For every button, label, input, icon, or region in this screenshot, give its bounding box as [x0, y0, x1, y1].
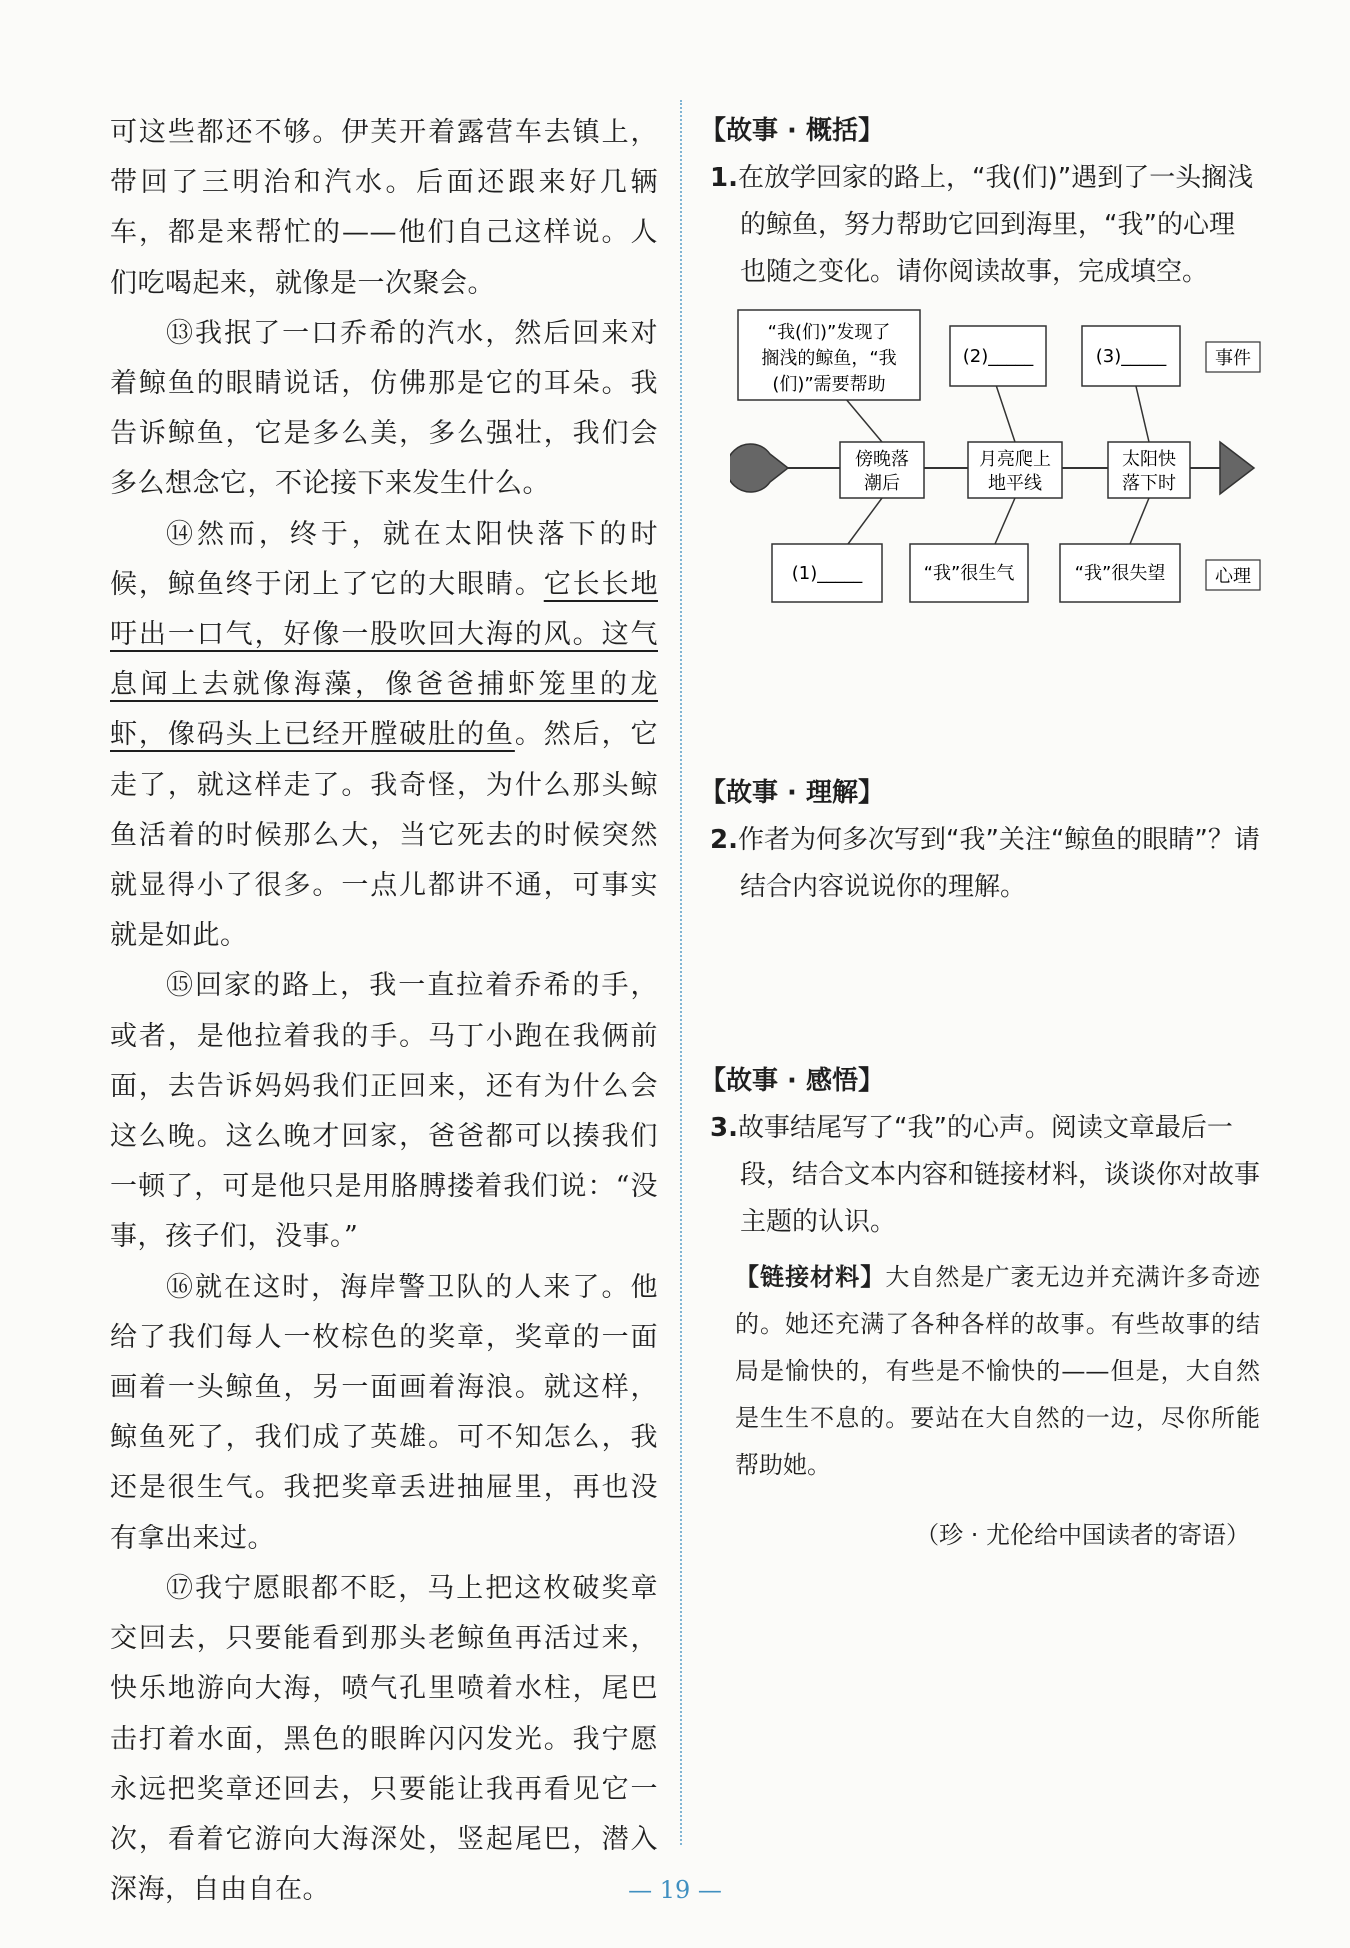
bone-upper-2: [995, 382, 1015, 442]
paragraph-14: [110, 510, 658, 962]
label-mind-text: 心理: [1215, 566, 1251, 587]
blank-3: (3)_____: [1095, 346, 1167, 367]
time-node-3-line2: 落下时: [1122, 473, 1176, 494]
time-node-3: [1108, 442, 1190, 498]
label-events: [1206, 342, 1260, 372]
paragraph-13: ⑬我抿了一口乔希的汽水，然后回来对着鲸鱼的眼睛说话，仿佛那是它的耳朵。我告诉鲸鱼，它是多么美，多么强壮，我们会多么想念它，不论接下来发生什么。: [110, 317, 658, 500]
time-node-3-line1: 太阳快: [1122, 449, 1176, 470]
linked-material: [735, 1254, 1260, 1489]
bone-lower-2: [995, 498, 1015, 544]
mind-box-3: [1060, 544, 1180, 602]
underlined-sentence: 它长长地吁出一口气，好像一股吹回大海的风。这气息闻上去就像海藻，像爸爸捕虾笼里的龙虾，像码头上已经开膛破肚的鱼: [110, 568, 658, 751]
section-title-understanding: 【故事 · 理解】: [700, 778, 884, 808]
question-2: [700, 817, 1260, 911]
fishbone-diagram: [730, 302, 1270, 622]
story-passage: [110, 108, 658, 1915]
time-node-1-line1: 傍晚落: [855, 449, 909, 470]
time-node-1-line2: 潮后: [864, 473, 900, 494]
linked-material-tag: 【链接材料】: [735, 1263, 886, 1291]
paragraph-15: ⑮回家的路上，我一直拉着乔希的手，或者，是他拉着我的手。马丁小跑在我俩前面，去告诉妈妈我们正回来，还有为什么会这么晚。这么晚才回家，爸爸都可以揍我们一顿了，可是他只是用胳膊搂着我们说：“没事，孩子们，没事。”: [110, 970, 658, 1253]
bone-lower-1: [848, 498, 882, 544]
time-node-2: [968, 442, 1062, 498]
mind-box-2-text: “我”很生气: [923, 563, 1015, 584]
label-events-text: 事件: [1215, 348, 1251, 369]
label-mind: [1206, 560, 1260, 590]
arrow-head-icon: [1220, 442, 1254, 494]
paragraph-14-start: ⑭然而，终于，就在太阳快落下的时候，鲸鱼终于闭上了它的大眼睛。: [110, 518, 658, 600]
event-box-0-line2: 搁浅的鲸鱼，“我: [761, 348, 897, 369]
blank-2: (2)_____: [962, 346, 1034, 367]
question-1-number: 1.: [710, 163, 738, 193]
question-2-number: 2.: [710, 825, 738, 855]
section-title-insight: 【故事 · 感悟】: [700, 1066, 884, 1096]
question-1-text: 在放学回家的路上，“我(们)”遇到了一头搁浅的鲸鱼，努力帮助它回到海里，“我”的心理也随之变化。请你阅读故事，完成填空。: [737, 163, 1254, 287]
mind-box-1[interactable]: [772, 544, 882, 602]
material-source: （珍 · 尤伦给中国读者的寄语）: [915, 1521, 1250, 1549]
section-insight: [700, 1058, 1260, 1581]
section-summary: [700, 108, 1260, 296]
section-title-summary: 【故事 · 概括】: [700, 116, 884, 146]
paragraph-continuation: 可这些都还不够。伊芙开着露营车去镇上，带回了三明治和汽水。后面还跟来好几辆车，都是来帮忙的——他们自己这样说。人们吃喝起来，就像是一次聚会。: [110, 117, 658, 299]
time-node-2-line2: 地平线: [988, 473, 1042, 494]
fishbone-svg: [730, 302, 1270, 622]
event-box-0-line1: “我(们)”发现了: [767, 322, 891, 343]
bone-lower-3: [1130, 498, 1149, 544]
paragraph-14-end: 。然后，它走了，就这样走了。我奇怪，为什么那头鲸鱼活着的时候那么大，当它死去的时候突然就显得小了很多。一点儿都讲不通，可事实就是如此。: [110, 719, 659, 952]
time-node-2-line1: 月亮爬上: [979, 449, 1051, 470]
mind-box-2: [910, 544, 1028, 602]
bone-upper-3: [1135, 382, 1149, 442]
section-understanding: [700, 770, 1260, 911]
fish-head-icon: [730, 444, 788, 492]
event-box-2[interactable]: [950, 326, 1046, 386]
paragraph-16: ⑯就在这时，海岸警卫队的人来了。他给了我们每人一枚棕色的奖章，奖章的一面画着一头鲸鱼，另一面画着海浪。就这样，鲸鱼死了，我们成了英雄。可不知怎么，我还是很生气。我把奖章丢进抽屉里，再也没有拿出来过。: [110, 1271, 658, 1554]
question-1: [700, 155, 1260, 296]
time-node-1: [840, 442, 924, 498]
question-2-text: 作者为何多次写到“我”关注“鲸鱼的眼睛”？请结合内容说说你的理解。: [737, 825, 1260, 902]
column-divider: [680, 100, 682, 1845]
question-3: [700, 1105, 1260, 1246]
linked-material-text: 大自然是广袤无边并充满许多奇迹的。她还充满了各种各样的故事。有些故事的结局是愉快的，有些是不愉快的——但是，大自然是生生不息的。要站在大自然的一边，尽你所能帮助她。: [735, 1263, 1261, 1479]
mind-box-3-text: “我”很失望: [1074, 563, 1166, 584]
blank-1: (1)_____: [791, 563, 863, 584]
question-3-number: 3.: [710, 1113, 738, 1143]
page-number: — 19 —: [628, 1876, 722, 1904]
paragraph-17: ⑰我宁愿眼都不眨，马上把这枚破奖章交回去，只要能看到那头老鲸鱼再活过来，快乐地游向大海，喷气孔里喷着水柱，尾巴击打着水面，黑色的眼眸闪闪发光。我宁愿永远把奖章还回去，只要能让我再看见它一次，看着它游向大海深处，竖起尾巴，潜入深海，自由自在。: [110, 1572, 658, 1906]
event-box-0: [738, 310, 920, 400]
question-3-text: 故事结尾写了“我”的心声。阅读文章最后一段，结合文本内容和链接材料，谈谈你对故事主题的认识。: [737, 1113, 1261, 1237]
event-box-0-line3: (们)”需要帮助: [772, 374, 886, 395]
event-box-3[interactable]: [1082, 326, 1180, 386]
